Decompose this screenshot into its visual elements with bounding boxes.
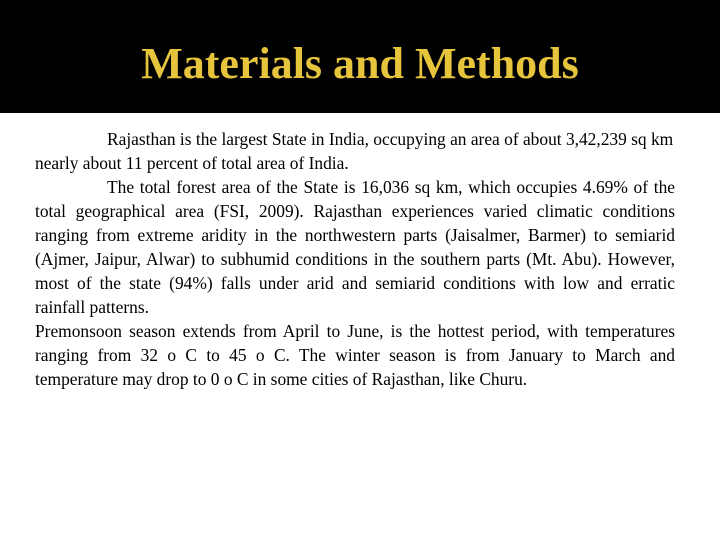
paragraph-forest-climate: The total forest area of the State is 16,036 sq km, which occupies 4.69% of the total geographical area (FSI, 2009). Rajasthan experiences varied climatic conditions ranging from extreme aridity in the northwestern parts (Jaisalmer, Barmer) to semiarid (Ajmer, Jaipur, Alwar) to subhumid conditions in the southern parts (Mt. Abu). However, most of the state (94%) falls under arid and semiarid conditions with low and erratic rainfall patterns. xyxy=(35,177,675,317)
title-bar xyxy=(0,0,720,113)
body-text xyxy=(35,127,675,391)
paragraph-seasons: Premonsoon season extends from April to June, is the hottest period, with temperatures ranging from 32 o C to 45 o C. The winter season is from January to March and temperature may drop to 0 o C in some cities of Rajasthan, like Churu. xyxy=(35,321,675,389)
slide-title: Materials and Methods xyxy=(141,39,579,88)
paragraph-area: Rajasthan is the largest State in India, occupying an area of about 3,42,239 sq km nearly about 11 percent of total area of India. xyxy=(35,129,674,173)
